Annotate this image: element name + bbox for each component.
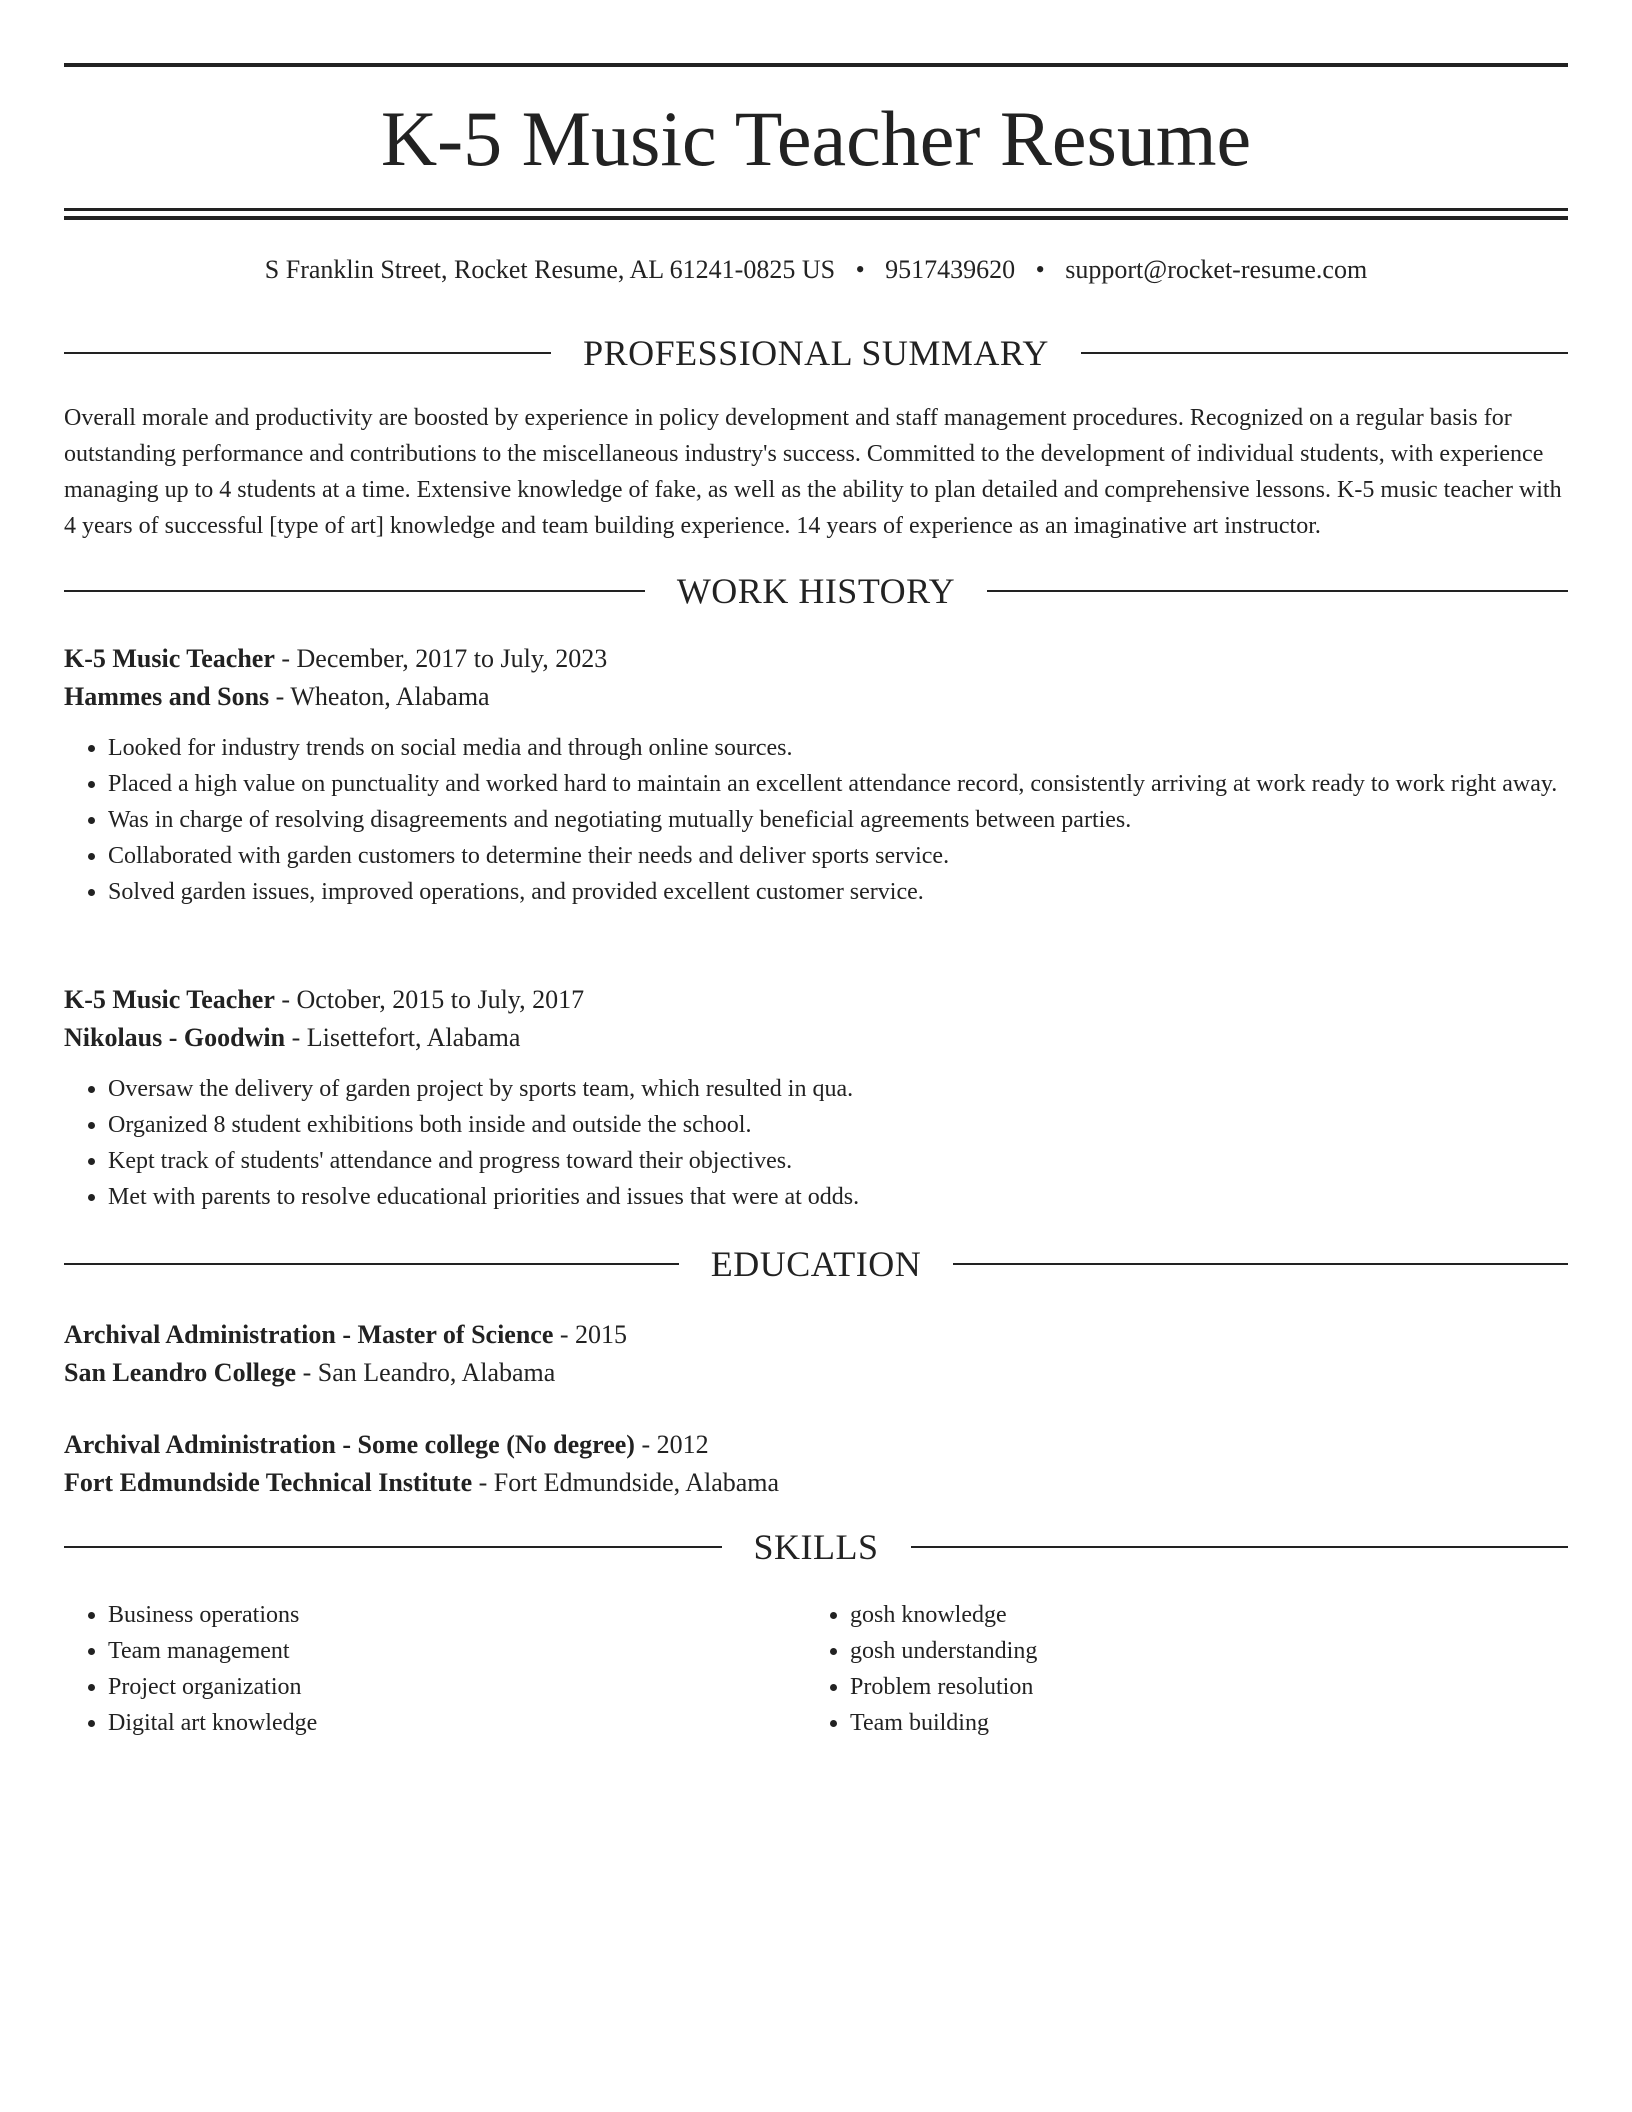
section-rule-left [64,590,645,592]
school-row [64,1464,1568,1502]
section-rule-left [64,1263,679,1265]
list-item: • Team building [850,1705,1548,1741]
section-title: SKILLS [753,1527,879,1567]
list-item: • Placed a high value on punctuality and worked hard to maintain an excellent attendance record, consistently arriving at work ready to work right away. [108,766,1568,802]
job-dates: - December, 2017 to July, 2023 [274,644,608,673]
section-rule-right [987,590,1568,592]
title-double-rule [64,208,1568,220]
contact-separator: • [1035,255,1045,284]
school-row [64,1354,1568,1392]
skills-list-right [806,1597,1548,1741]
job-company-row [64,1019,1568,1057]
skills-list-left [64,1597,806,1741]
job-bullet-list [64,1071,1568,1215]
section-rule-right [911,1546,1569,1548]
job-company: Nikolaus - Goodwin [64,1023,286,1052]
job-position: K-5 Music Teacher [64,985,275,1014]
list-item: • Collaborated with garden customers to determine their needs and deliver sports service. [108,838,1568,874]
degree-name: Archival Administration - Master of Science [64,1320,554,1349]
contact-separator: • [855,255,865,284]
list-item: • Organized 8 student exhibitions both inside and outside the school. [108,1107,1568,1143]
section-rule-right [1081,352,1568,354]
section-header-education [64,1242,1568,1286]
job-location: - Wheaton, Alabama [269,682,490,711]
list-item: • Met with parents to resolve educational priorities and issues that were at odds. [108,1179,1568,1215]
list-item: • Digital art knowledge [108,1705,806,1741]
resume-title: K-5 Music Teacher Resume [380,95,1252,182]
list-item: • Oversaw the delivery of garden project by sports team, which resulted in qua. [108,1071,1568,1107]
section-title: EDUCATION [710,1244,922,1284]
section-header-summary [64,331,1568,375]
work-entry [64,640,1568,910]
section-rule-right [953,1263,1568,1265]
list-item: • Looked for industry trends on social media and through online sources. [108,730,1568,766]
degree-name: Archival Administration - Some college (No degree) [64,1430,635,1459]
summary-paragraph: Overall morale and productivity are boosted by experience in policy development and staff management procedures. Recognized on a regular basis for outstanding performance and contributions to the miscellaneous industry's success. Committed to the development of individual students, with experience managing up to 4 students at a time. Extensive knowledge of fake, as well as the ability to plan detailed and comprehensive lessons. K-5 music teacher with 4 years of successful [type of art] knowledge and team building experience. 14 years of experience as an imaginative art instructor. [64,405,1562,539]
section-title: PROFESSIONAL SUMMARY [583,333,1049,373]
contact-address: S Franklin Street, Rocket Resume, AL 61241-0825 US [264,255,836,284]
list-item: • Solved garden issues, improved operations, and provided excellent customer service. [108,874,1568,910]
list-item: • Problem resolution [850,1669,1548,1705]
section-title: WORK HISTORY [676,571,956,611]
job-position: K-5 Music Teacher [64,644,275,673]
school-location: - Fort Edmundside, Alabama [472,1468,780,1497]
list-item: • gosh understanding [850,1633,1548,1669]
list-item: • gosh knowledge [850,1597,1548,1633]
job-bullet-list [64,730,1568,910]
top-rule [64,63,1568,67]
job-title-row [64,981,1568,1019]
list-item: • Team management [108,1633,806,1669]
school-name: San Leandro College [64,1358,297,1387]
contact-line [64,252,1568,288]
section-rule-left [64,352,551,354]
job-title-row [64,640,1568,678]
job-dates: - October, 2015 to July, 2017 [274,985,585,1014]
section-header-skills [64,1525,1568,1569]
job-company-row [64,678,1568,716]
section-header-work [64,569,1568,613]
school-name: Fort Edmundside Technical Institute [64,1468,473,1497]
list-item: • Was in charge of resolving disagreements and negotiating mutually beneficial agreements between parties. [108,802,1568,838]
skills-columns [64,1597,1568,1741]
work-entry [64,981,1568,1215]
contact-email: support@rocket-resume.com [1065,255,1368,284]
list-item: • Kept track of students' attendance and progress toward their objectives. [108,1143,1568,1179]
degree-row [64,1316,1568,1354]
degree-year: - 2012 [634,1430,709,1459]
degree-year: - 2015 [553,1320,628,1349]
job-company: Hammes and Sons [64,682,270,711]
school-location: - San Leandro, Alabama [296,1358,556,1387]
job-location: - Lisettefort, Alabama [285,1023,521,1052]
contact-phone: 9517439620 [885,255,1016,284]
degree-row [64,1426,1568,1464]
section-rule-left [64,1546,722,1548]
education-entry [64,1426,1568,1502]
list-item: • Business operations [108,1597,806,1633]
list-item: • Project organization [108,1669,806,1705]
education-entry [64,1316,1568,1392]
